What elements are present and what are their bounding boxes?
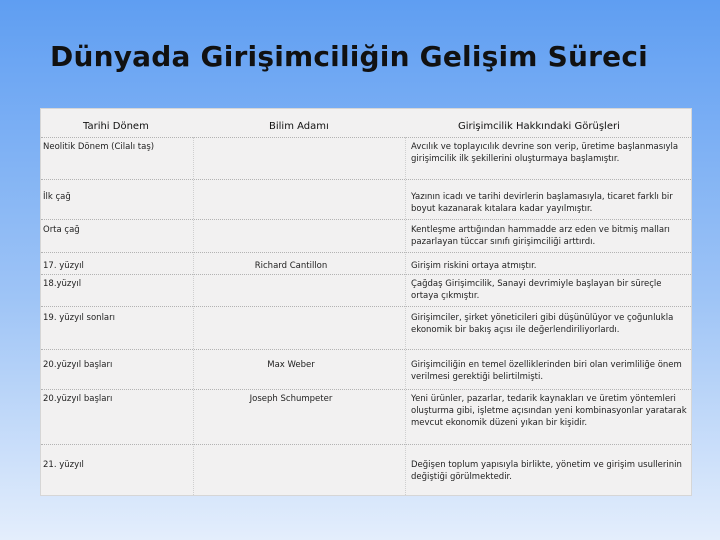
header-views: Girişimcilik Hakkındaki Görüşleri: [458, 121, 620, 132]
column-divider: [405, 137, 406, 495]
period-cell: 21. yüzyıl: [43, 460, 84, 470]
header-scientist: Bilim Adamı: [269, 121, 329, 132]
period-cell: 20.yüzyıl başları: [43, 360, 113, 370]
header-period: Tarihi Dönem: [83, 121, 149, 132]
period-cell: Orta çağ: [43, 225, 80, 235]
row-divider: [41, 179, 691, 180]
view-cell: Değişen toplum yapısıyla birlikte, yönetim ve girişim usullerinin değiştiği görülmektedir.: [411, 460, 682, 482]
period-cell: 19. yüzyıl sonları: [43, 313, 115, 323]
view-cell: Çağdaş Girişimcilik, Sanayi devrimiyle başlayan bir süreçle ortaya çıkmıştır.: [411, 279, 662, 301]
period-cell: Neolitik Dönem (Cilalı taş): [43, 142, 155, 152]
period-cell: İlk çağ: [43, 192, 71, 202]
scientist-cell: Richard Cantillon: [254, 261, 328, 271]
row-divider: [41, 274, 691, 275]
view-cell: Kentleşme arttığından hammadde arz eden ve bitmiş malları pazarlayan tüccar sınıfı girişimciliği arttırdı.: [411, 225, 670, 247]
header-divider: [41, 137, 691, 138]
row-divider: [41, 389, 691, 390]
period-cell: 20.yüzyıl başları: [43, 394, 113, 404]
view-cell: Girişimciler, şirket yöneticileri gibi düşünülüyor ve çoğunlukla ekonomik bir bakış açısı ile değerlendiriliyorlardı.: [411, 313, 674, 335]
column-divider: [193, 137, 194, 495]
view-cell: Yeni ürünler, pazarlar, tedarik kaynakları ve üretim yöntemleri oluşturma gibi, işletme açısından yeni kombinasyonlar yaratarak mevcut ekonomik düzeni yıkan bir kişidir.: [411, 394, 687, 428]
view-cell: Yazının icadı ve tarihi devirlerin başlamasıyla, ticaret farklı bir boyut kazanarak kıtalara kadar yayılmıştır.: [411, 192, 673, 214]
view-cell: Girişim riskini ortaya atmıştır.: [411, 261, 537, 271]
history-table: [40, 108, 692, 496]
row-divider: [41, 444, 691, 445]
scientist-cell: Max Weber: [267, 360, 315, 370]
scientist-cell: Joseph Schumpeter: [249, 394, 333, 404]
page-title: Dünyada Girişimciliğin Gelişim Süreci: [50, 40, 648, 73]
period-cell: 17. yüzyıl: [43, 261, 84, 271]
period-cell: 18.yüzyıl: [43, 279, 82, 289]
view-cell: Avcılık ve toplayıcılık devrine son verip, üretime başlanmasıyla girişimcilik ilk şekillerini oluşturmaya başlamıştır.: [411, 142, 679, 164]
row-divider: [41, 252, 691, 253]
row-divider: [41, 306, 691, 307]
view-cell: Girişimciliğin en temel özelliklerinden biri olan verimliliğe önem verilmesi gerektiği belirtilmişti.: [411, 360, 682, 382]
row-divider: [41, 349, 691, 350]
row-divider: [41, 219, 691, 220]
